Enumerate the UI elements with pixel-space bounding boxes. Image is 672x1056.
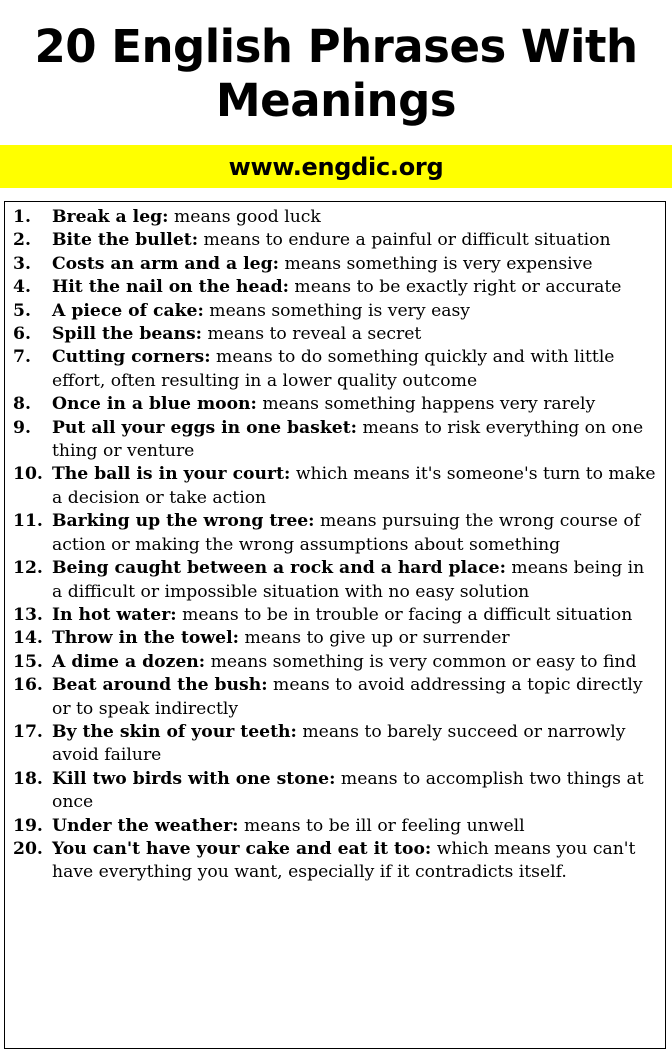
phrase-number: 9. xyxy=(13,417,31,438)
phrase-meaning: means good luck xyxy=(173,207,321,227)
phrase-meaning: means to give up or surrender xyxy=(244,628,510,649)
phrase-item xyxy=(13,721,659,768)
website-url: www.engdic.org xyxy=(228,152,444,181)
phrase-text: The ball is in your court: xyxy=(52,464,291,485)
phrases-box xyxy=(4,201,666,1049)
phrase-meaning: which means you can't have everything you want, especially if it contradicts itself. xyxy=(52,838,636,883)
phrase-number: 17. xyxy=(13,721,43,742)
phrase-text: You can't have your cake and eat it too: xyxy=(52,838,432,859)
phrase-number: 18. xyxy=(13,768,43,789)
phrase-number: 8. xyxy=(13,394,31,415)
phrase-text: A dime a dozen: xyxy=(52,651,206,672)
website-banner xyxy=(0,145,672,188)
phrase-text: Cutting corners: xyxy=(52,347,211,368)
phrase-meaning: means being in a difficult or impossible situation with no easy solution xyxy=(52,558,645,602)
phrase-number: 3. xyxy=(13,253,31,274)
phrase-number: 12. xyxy=(13,558,43,579)
phrase-number: 1. xyxy=(13,207,31,227)
phrase-item xyxy=(13,651,659,674)
phrase-meaning: means to do something quickly and with little effort, often resulting in a lower quality outcome xyxy=(52,347,615,391)
phrase-text: Beat around the bush: xyxy=(52,675,268,696)
phrase-text: Bite the bullet: xyxy=(52,230,199,251)
phrase-item xyxy=(13,253,659,276)
title-line-2: Meanings xyxy=(215,74,457,127)
phrase-text: In hot water: xyxy=(52,604,177,625)
phrase-number: 6. xyxy=(13,324,31,345)
phrase-number: 10. xyxy=(13,464,43,485)
phrase-item xyxy=(13,229,659,252)
phrase-text: Throw in the towel: xyxy=(52,628,239,649)
phrase-text: Once in a blue moon: xyxy=(52,394,257,415)
phrase-text: A piece of cake: xyxy=(52,300,204,321)
phrase-meaning: means to be ill or feeling unwell xyxy=(243,815,525,836)
phrase-number: 4. xyxy=(13,277,31,298)
phrase-meaning: means something is very easy xyxy=(209,300,471,321)
phrase-number: 7. xyxy=(13,347,31,368)
phrase-number: 5. xyxy=(13,300,31,321)
phrase-text: Put all your eggs in one basket: xyxy=(52,417,357,438)
phrase-meaning: means to avoid addressing a topic directly or to speak indirectly xyxy=(52,675,643,719)
phrase-text: Spill the beans: xyxy=(52,324,202,345)
phrase-meaning: means to barely succeed or narrowly avoid failure xyxy=(52,721,626,766)
phrase-text: Hit the nail on the head: xyxy=(52,277,289,298)
phrase-meaning: means pursuing the wrong course of action or making the wrong assumptions about something xyxy=(52,511,641,555)
phrase-item xyxy=(13,815,659,838)
phrase-item xyxy=(13,463,659,510)
phrase-item xyxy=(13,768,659,815)
phrase-number: 13. xyxy=(13,604,43,625)
phrase-meaning: means something happens very rarely xyxy=(262,394,596,415)
phrase-number: 11. xyxy=(13,511,43,532)
phrase-list xyxy=(5,202,665,885)
phrase-text: Barking up the wrong tree: xyxy=(52,511,315,532)
phrase-item xyxy=(13,557,659,604)
phrase-number: 16. xyxy=(13,675,43,696)
phrase-meaning: means to endure a painful or difficult situation xyxy=(203,230,611,251)
phrase-number: 19. xyxy=(13,815,43,836)
phrase-meaning: means to risk everything on one thing or venture xyxy=(52,417,644,462)
phrase-text: Under the weather: xyxy=(52,815,239,836)
phrase-number: 15. xyxy=(13,651,43,672)
phrase-item xyxy=(13,206,659,229)
phrase-number: 2. xyxy=(13,230,31,251)
phrase-item xyxy=(13,300,659,323)
page-title xyxy=(0,20,672,128)
phrase-meaning: means to be in trouble or facing a difficult situation xyxy=(182,604,633,625)
phrase-text: Being caught between a rock and a hard place: xyxy=(52,558,506,579)
phrase-item xyxy=(13,393,659,416)
phrase-number: 20. xyxy=(13,838,43,859)
phrase-meaning: means something is very expensive xyxy=(284,253,593,274)
phrase-item xyxy=(13,417,659,464)
phrase-text: Break a leg: xyxy=(52,207,169,227)
phrase-item xyxy=(13,510,659,557)
title-line-1: 20 English Phrases With xyxy=(34,20,638,73)
phrase-text: By the skin of your teeth: xyxy=(52,721,297,742)
phrase-number: 14. xyxy=(13,628,43,649)
phrase-item xyxy=(13,674,659,721)
phrase-text: Kill two birds with one stone: xyxy=(52,768,336,789)
phrase-meaning: means to accomplish two things at once xyxy=(52,768,644,813)
phrase-meaning: which means it's someone's turn to make a decision or take action xyxy=(52,464,656,508)
phrase-item xyxy=(13,627,659,650)
phrase-meaning: means something is very common or easy to find xyxy=(210,651,637,672)
phrase-item xyxy=(13,838,659,885)
phrase-item xyxy=(13,323,659,346)
phrase-item xyxy=(13,346,659,393)
phrase-item xyxy=(13,604,659,627)
phrase-meaning: means to reveal a secret xyxy=(207,324,422,345)
phrase-item xyxy=(13,276,659,299)
phrase-meaning: means to be exactly right or accurate xyxy=(294,277,622,298)
phrase-text: Costs an arm and a leg: xyxy=(52,253,279,274)
